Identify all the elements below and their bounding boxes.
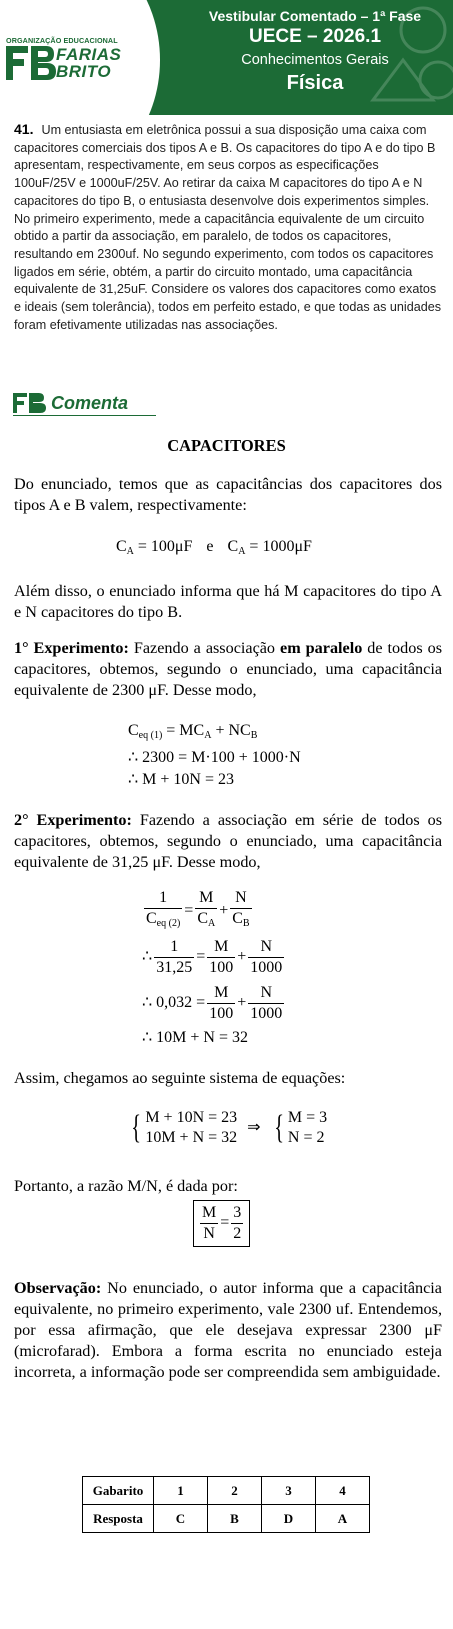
eq-symbol: C	[232, 910, 243, 928]
table-row	[83, 1505, 370, 1533]
comenta-underline	[13, 415, 156, 416]
experiment-2-paragraph	[14, 810, 442, 873]
logo-word-farias: FARIAS	[56, 45, 122, 64]
experiment-1-text: de todos os capacitores, obtemos, segundo o enunciado, uma capacitância equivalente de 2300 μF. Desse modo,	[14, 639, 443, 699]
eq-subscript: A	[207, 918, 216, 930]
logo-caption: ORGANIZAÇÃO EDUCACIONAL	[6, 36, 118, 45]
implies-arrow: ⇒	[247, 1119, 261, 1136]
page-header	[0, 0, 453, 115]
eq-subscript: eq (2)	[156, 918, 181, 930]
header-subject: Física	[286, 72, 344, 94]
system-result: N = 2	[287, 1129, 325, 1146]
fraction-denominator: 100	[209, 1005, 234, 1023]
fraction	[144, 888, 182, 934]
question-number: 41.	[14, 121, 34, 137]
table-cell: 1	[154, 1477, 208, 1505]
fraction-denominator	[230, 908, 251, 934]
fraction-denominator: 31,25	[156, 959, 193, 977]
equation-line	[128, 720, 301, 747]
left-brace: {	[273, 1109, 284, 1146]
fraction-denominator: N	[200, 1223, 218, 1244]
solution-paragraph-4: Portanto, a razão M/N, é dada por:	[14, 1177, 238, 1195]
fraction-numerator: M	[214, 938, 229, 956]
header-subtitle: Vestibular Comentado – 1ª Fase	[208, 8, 422, 24]
fraction-numerator: N	[260, 938, 273, 956]
fraction	[231, 1203, 243, 1244]
fraction-denominator: 1000	[250, 959, 283, 977]
solution-paragraph-3: Assim, chegamos ao seguinte sistema de equações:	[14, 1069, 346, 1087]
equation-system	[128, 1108, 327, 1148]
equation-line: $\frac{1}{C_{eq (2)}}$ = $\frac{M}{C_A}$ + $\frac{N}{C_B}$	[142, 888, 286, 934]
experiment-1-text: Fazendo a associação	[128, 639, 281, 657]
observation-paragraph	[14, 1278, 442, 1383]
fraction-denominator: 2	[233, 1225, 242, 1242]
observation-text: No enunciado, o autor informa que a capacitância equivalente, no primeiro experimento, vale 2300 uf. Entendemos, por essa afirmação, que ele desejava expressar 2300 μF (microfarad). Embora a forma escrita no enunciado esteja incorreta, a informação pode ser compreendida sem ambiguidade.	[14, 1279, 442, 1381]
answer-box: $\frac{M}{N}$ = $\frac{3}{2}$	[193, 1200, 250, 1247]
eq-subscript: A	[204, 730, 212, 741]
table-header-label: Gabarito	[83, 1477, 154, 1505]
observation-label: Observação:	[14, 1279, 102, 1297]
table-cell: A	[316, 1505, 370, 1533]
fraction	[195, 888, 217, 934]
table-cell: 2	[208, 1477, 262, 1505]
fraction	[230, 888, 251, 934]
fraction-numerator: 3	[233, 1204, 242, 1221]
eq-subscript: eq (1)	[138, 730, 163, 741]
experiment-2-text: Fazendo a associação em série de todos os capacitores, obtemos, segundo o enunciado, uma capacitância equivalente de 31,25 μF. Desse modo,	[14, 811, 442, 871]
eq-separator: e	[206, 538, 214, 555]
eq-term: + NC	[211, 722, 251, 739]
eq-subscript: B	[242, 918, 250, 930]
header-exam-title: UECE – 2026.1	[248, 26, 382, 47]
eq-subscript: B	[250, 730, 258, 741]
capacitance-values-equation	[116, 536, 312, 563]
fraction-numerator: M	[199, 889, 214, 907]
experiment-2-equations	[142, 888, 286, 1050]
comenta-heading	[13, 393, 156, 417]
eq-subscript: A	[126, 546, 134, 557]
system-equation: 10M + N = 32	[145, 1129, 238, 1146]
fraction	[200, 1203, 218, 1244]
ratio-result	[193, 1200, 250, 1247]
eq-term: ∴ 0,032 =	[142, 994, 206, 1012]
fraction-numerator: M	[214, 984, 229, 1002]
eq-term: = MC	[162, 722, 205, 739]
table-row	[83, 1477, 370, 1505]
system-solution	[288, 1108, 327, 1148]
table-cell: C	[154, 1505, 208, 1533]
system-equation: M + 10N = 23	[145, 1109, 238, 1126]
fraction	[154, 937, 194, 978]
fraction-numerator: 1	[170, 938, 179, 956]
equation-line: ∴ 10M + N = 32	[142, 1029, 249, 1047]
table-cell: 3	[262, 1477, 316, 1505]
experiment-1-paragraph	[14, 638, 442, 701]
left-brace: {	[131, 1109, 142, 1146]
experiment-2-label: 2° Experimento:	[14, 811, 132, 829]
eq-symbol: C	[116, 538, 127, 555]
equation-line: ∴ M + 10N = 23	[128, 771, 235, 788]
table-cell: D	[262, 1505, 316, 1533]
eq-subscript: A	[238, 546, 246, 557]
experiment-1-label: 1° Experimento:	[14, 639, 129, 657]
question-block	[14, 121, 442, 334]
table-cell: B	[208, 1505, 262, 1533]
equation-line: ∴ $\frac{1}{31,25}$ = $\frac{M}{100}$ + $\frac{N}{1000}$	[142, 938, 283, 977]
eq-value: = 100μF	[133, 538, 193, 555]
system-result: M = 3	[287, 1109, 328, 1126]
eq-symbol: C	[146, 910, 157, 928]
comenta-label: Comenta	[51, 393, 129, 413]
fraction	[207, 937, 235, 978]
fraction-denominator: 1000	[250, 1005, 283, 1023]
fraction	[248, 983, 284, 1024]
equation-line: ∴ 0,032 = $\frac{M}{100}$ + $\frac{N}{1000}$	[142, 984, 283, 1023]
equation-line: ∴ 2300 = M·100 + 1000·N	[128, 749, 301, 766]
fraction-denominator	[195, 908, 217, 934]
header-section: Conhecimentos Gerais	[241, 52, 389, 68]
fraction-numerator: N	[235, 889, 247, 907]
fraction	[248, 937, 284, 978]
answer-key-table	[82, 1476, 370, 1533]
fraction-denominator	[144, 908, 182, 934]
fraction-numerator: M	[202, 1204, 217, 1221]
table-cell: 4	[316, 1477, 370, 1505]
eq-symbol: C	[227, 538, 239, 555]
logo-word-brito: BRITO	[56, 62, 112, 81]
question-text: Um entusiasta em eletrônica possui a sua disposição uma caixa com capacitores comerciais dos tipos A e B. Os capacitores do tipo A e do tipo B apresentam, respectivamente, em seus corpos as especificações 100uF/25V e 1000uF/25V. Ao retirar da caixa M capacitores do tipo A e N capacitores do tipo B, o entusiasta desenvolve dois experimentos simples. No primeiro experimento, mede a capacitância equivalente de um circuito obtido a partir da associação, em paralelo, de todos os capacitores, resultando em 2300uf. No segundo experimento, com todos os capacitores ligados em série, obtém, a partir do circuito montado, uma capacitância equivalente de 31,25uF. Considere os valores dos capacitores como exatos e ideais (sem tolerância), todos em perfeito estado, e que todas as unidades foram efetivamente utilizadas nas associações.	[14, 123, 442, 332]
eq-value: = 1000μF	[245, 538, 312, 555]
eq-symbol: C	[197, 910, 208, 928]
experiment-1-emphasis: em paralelo	[280, 639, 363, 657]
fraction	[207, 983, 235, 1024]
fraction-numerator: N	[260, 984, 273, 1002]
solution-paragraph-1: Do enunciado, temos que as capacitâncias dos capacitores dos tipos A e B valem, respectivamente:	[14, 475, 442, 514]
table-answer-label: Resposta	[83, 1505, 154, 1533]
system-left	[145, 1108, 237, 1148]
experiment-1-equations	[128, 720, 301, 791]
fraction-denominator: 100	[209, 959, 234, 977]
solution-paragraph-2: Além disso, o enunciado informa que há M capacitores do tipo A e N capacitores do tipo B.	[14, 582, 442, 621]
eq-symbol: C	[128, 722, 139, 739]
fraction-numerator: 1	[159, 889, 168, 907]
farias-brito-logo	[6, 46, 56, 80]
comenta-logo-icon	[13, 393, 47, 413]
solution-title: CAPACITORES	[167, 436, 286, 455]
